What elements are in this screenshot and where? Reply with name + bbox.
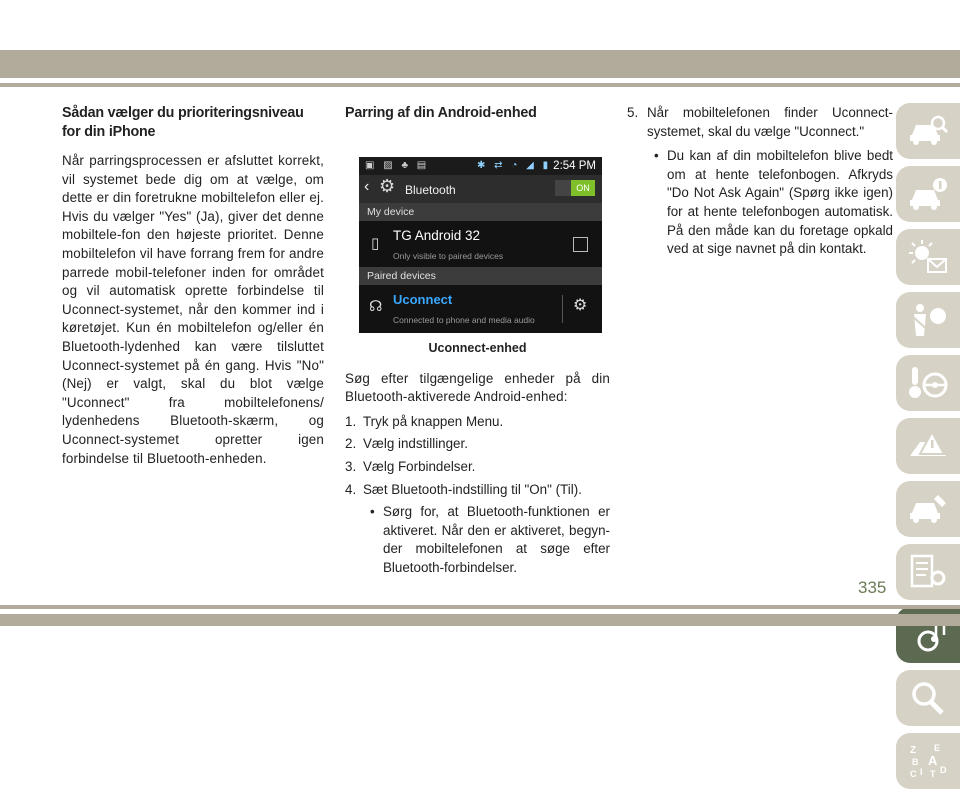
step-number: 1. (345, 413, 357, 429)
step-number: 5. (627, 105, 639, 120)
bottom-band (0, 614, 960, 626)
my-device-label: My device (359, 203, 602, 221)
bluetooth-title: Bluetooth (405, 183, 456, 197)
step-number: 4. (345, 481, 357, 497)
status-time: 2:54 PM (553, 160, 596, 172)
bluetooth-header (359, 175, 602, 203)
list-item (647, 147, 893, 259)
list-item (345, 435, 610, 454)
headphones-icon: ☊ (369, 298, 383, 315)
car-service-icon (908, 491, 948, 527)
index-letter: I (920, 767, 923, 777)
my-device-row (359, 221, 602, 267)
step-text: Når mobiltelefonen finder Uconnect-systemet, skal du vælge "Uconnect." (647, 105, 893, 139)
index-letter: D (940, 765, 947, 775)
column-left (62, 104, 324, 468)
tab-car-search[interactable] (896, 103, 960, 159)
tab-index-letters[interactable] (896, 733, 960, 789)
tab-car-info[interactable] (896, 166, 960, 222)
paired-device-subtitle: Connected to phone and media audio (393, 315, 535, 325)
index-letter: C (910, 769, 917, 779)
list-item (345, 458, 610, 477)
step-number: 3. (345, 458, 357, 474)
row-divider (562, 295, 563, 323)
continued-steps-list (627, 104, 893, 141)
paired-device-name: Uconnect (393, 292, 453, 307)
android-steps-list (345, 413, 610, 499)
section-heading-android-pairing: Parring af din Android-enhed (345, 105, 537, 121)
continued-bullet-list (627, 147, 893, 259)
chapter-tabs (896, 103, 960, 796)
specifications-icon (908, 554, 948, 590)
index-letters-icon (908, 743, 948, 779)
step-text: Sæt Bluetooth-indstilling til "On" (Til). (363, 481, 582, 497)
step-text: Tryk på knappen Menu. (363, 413, 504, 429)
android-bullet-list (345, 503, 610, 577)
list-item (363, 503, 610, 577)
index-letter: T (930, 769, 936, 779)
index-letter: A (928, 753, 938, 768)
column-right (627, 104, 893, 259)
tab-emergency[interactable] (896, 418, 960, 474)
paired-devices-label: Paired devices (359, 267, 602, 285)
step-number: 2. (345, 436, 357, 452)
bullet-icon: • (370, 504, 375, 520)
bullet-text: Sørg for, at Bluetooth-funktionen er aktiveret. Når den er aktiveret, begyn-der mobiltelefonen at søge efter Bluetooth-forbindelser. (383, 504, 610, 575)
figure-caption: Uconnect-enhed (428, 341, 527, 355)
tab-specifications[interactable] (896, 544, 960, 600)
car-info-icon (908, 176, 948, 212)
gear-icon: ⚙ (379, 176, 396, 196)
bluetooth-toggle (555, 180, 595, 196)
car-search-icon (908, 113, 948, 149)
status-bar (359, 157, 602, 175)
connectivity-icons: ✱ ⇄ ◔ ◢ ▮ (477, 160, 552, 171)
back-chevron-icon: ‹ (364, 178, 370, 195)
column-middle (345, 104, 610, 578)
index-search-icon (908, 680, 948, 716)
list-item (345, 481, 610, 500)
index-letter: E (934, 743, 941, 753)
top-band (0, 50, 960, 78)
tab-index-search[interactable] (896, 670, 960, 726)
airbag-seatbelt-icon (908, 302, 948, 338)
index-letter: Z (910, 745, 917, 756)
my-device-subtitle: Only visible to paired devices (393, 251, 504, 261)
bottom-rule (0, 605, 960, 609)
notification-icons: ▣ ▨ ♣ ▤ (365, 160, 430, 171)
step-text: Vælg indstillinger. (363, 436, 468, 452)
visibility-checkbox (573, 237, 588, 252)
page-number: 335 (858, 578, 887, 597)
warning-light-message-icon (908, 239, 948, 275)
section-heading-iphone-priority: Sådan vælger du prioriteringsniveau for din iPhone (62, 105, 304, 140)
steering-wheel-key-icon (908, 365, 948, 401)
tab-warning-lights[interactable] (896, 229, 960, 285)
android-bluetooth-screenshot (359, 157, 602, 333)
settings-gear-icon: ⚙ (573, 297, 588, 314)
road-warning-icon (908, 428, 948, 464)
paragraph-android-intro: Søg efter tilgængelige enheder på din Bluetooth-aktiverede Android-enhed: (345, 370, 610, 405)
top-rule (0, 83, 960, 87)
bullet-icon: • (654, 148, 659, 164)
paragraph-iphone-priority: Når parringsprocessen er afsluttet korrekt, vil systemet bede dig om at vælge, om dette er din foretrukne mobiltelefon eller ej. Hvis du vælger "Yes" (Ja), giver det denne mobiltele-fon den højeste prioritet. Denne mobiltelefon vil have forrang frem for andre parrede mobil-telefoner inden for området og vil automatisk oprette forbindelse til Uconnect-systemet, når den kommer ind i køretøjet. Kun én mobiltelefon og/eller én Bluetooth-lydenhed kan være tilsluttet Uconnect-systemet på én gang. Hvis "No" (Nej) er valgt, skal du blot vælge "Uconnect" fra mobiltelefonens/ lydenhedens Bluetooth-skærm, og Uconnect-systemet opretter igen forbindelse til Bluetooth-enheden. (62, 153, 324, 466)
phone-icon: ▯ (371, 235, 380, 252)
list-item (627, 104, 893, 141)
toggle-on-label: ON (571, 180, 595, 196)
step-text: Vælg Forbindelser. (363, 458, 476, 474)
tab-servicing[interactable] (896, 481, 960, 537)
my-device-name: TG Android 32 (393, 228, 481, 243)
index-letter: B (912, 757, 919, 767)
list-item (345, 413, 610, 432)
bullet-text: Du kan af din mobiltelefon blive bedt om at hente telefonbogen. Afkryds "Do Not Ask Again" (Spørg ikke igen) for at hente telefonbogen automatisk. På den måde kan du foretage opkald ved at sige navnet på din kontakt. (667, 148, 893, 257)
tab-starting-operating[interactable] (896, 355, 960, 411)
paired-device-row (359, 285, 602, 333)
tab-safety[interactable] (896, 292, 960, 348)
